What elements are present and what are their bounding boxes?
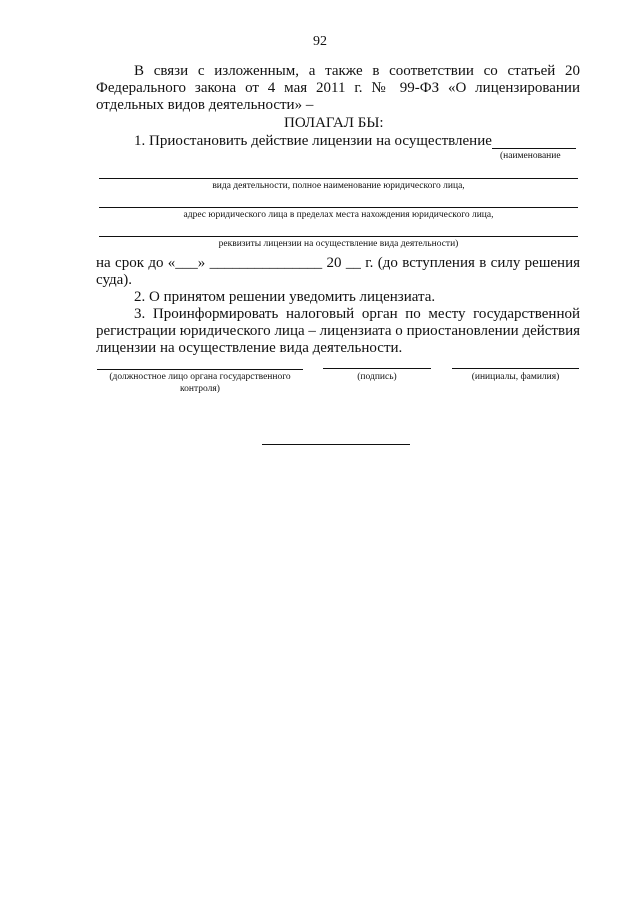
intro-line-2: Федерального закона от 4 мая 2011 г. № 99-ФЗ «О лицензировании — [96, 80, 580, 96]
closing-separator — [262, 444, 410, 445]
item-2-text: 2. О принятом решении уведомить лицензиата. — [134, 289, 436, 305]
item-3-line-2: регистрации юридического лица – лицензиата о приостановлении действия — [96, 323, 580, 339]
caption-name: (наименование — [500, 151, 561, 161]
name-fill-line — [492, 148, 576, 149]
activity-fill-line — [99, 178, 578, 179]
caption-address: адрес юридического лица в пределах места нахождения юридического лица, — [183, 210, 494, 220]
caption-official-2: контроля) — [180, 384, 220, 394]
page-number: 92 — [313, 34, 327, 49]
name-sign-line — [452, 368, 579, 369]
official-sign-line — [97, 369, 303, 370]
caption-signature: (подпись) — [357, 372, 397, 382]
item-3-line-3: лицензии на осуществление вида деятельности. — [96, 340, 403, 356]
caption-initials: (инициалы, фамилия) — [471, 372, 560, 382]
address-fill-line — [99, 207, 578, 208]
term-line-2: суда). — [96, 272, 133, 288]
heading-polagal: ПОЛАГАЛ БЫ: — [284, 115, 384, 131]
caption-requisites: реквизиты лицензии на осуществление вида деятельности) — [218, 239, 459, 249]
caption-activity: вида деятельности, полное наименование юридического лица, — [212, 181, 465, 191]
intro-line-3: отдельных видов деятельности» – — [96, 97, 314, 113]
term-line: на срок до «___» _______________ 20 __ г. (до вступления в силу решения — [96, 255, 580, 271]
signature-line — [323, 368, 431, 369]
intro-line-1: В связи с изложенным, а также в соответствии со статьей 20 — [134, 63, 580, 79]
caption-official-1: (должностное лицо органа государственного — [109, 372, 291, 382]
item-1-text: 1. Приостановить действие лицензии на осуществление — [134, 133, 492, 149]
item-3-line-1: 3. Проинформировать налоговый орган по месту государственной — [134, 306, 580, 322]
requisites-fill-line — [99, 236, 578, 237]
